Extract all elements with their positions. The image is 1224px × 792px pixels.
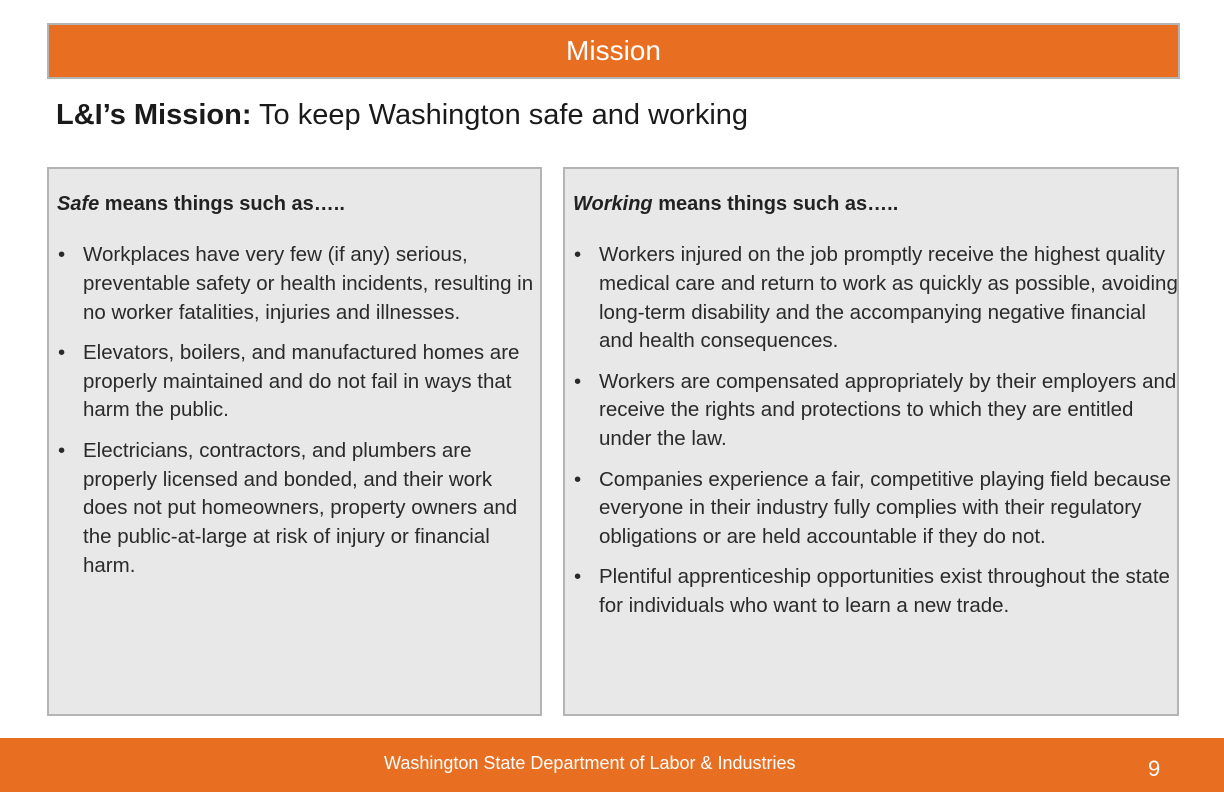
working-panel-heading xyxy=(573,193,898,216)
safe-bullet-list xyxy=(57,241,537,592)
mission-statement xyxy=(56,99,748,132)
footer-bar xyxy=(0,738,1224,792)
list-item-text: Companies experience a fair, competitive playing field because everyone in their industry fully complies with their regulatory obligations or are held accountable if they do not. xyxy=(599,467,1172,549)
list-item-text: Elevators, boilers, and manufactured homes are properly maintained and do not fail in ways that harm the public. xyxy=(83,340,520,422)
list-item-text: Workers injured on the job promptly receive the highest quality medical care and return to work as quickly as possible, avoiding long-term disability and the accompanying negative financial and health consequences. xyxy=(599,243,1178,353)
list-item xyxy=(573,368,1181,454)
slide-title: Mission xyxy=(566,35,661,66)
working-heading-text: means things such as….. xyxy=(652,193,899,215)
list-item xyxy=(573,563,1181,621)
safe-heading-keyword: Safe xyxy=(57,193,100,215)
list-item-text: Electricians, contractors, and plumbers are properly licensed and bonded, and their work does not put homeowners, property owners and the public-at-large at risk of injury or financial harm. xyxy=(83,438,518,577)
safe-heading-text: means things such as….. xyxy=(99,193,345,215)
safe-panel xyxy=(47,167,542,716)
list-item xyxy=(573,466,1181,552)
safe-panel-heading xyxy=(57,193,345,216)
bullet-icon: • xyxy=(58,438,66,462)
bullet-icon: • xyxy=(574,243,582,266)
page-number: 9 xyxy=(1148,756,1161,781)
list-item xyxy=(57,339,537,425)
working-heading-keyword: Working xyxy=(573,193,653,215)
list-item xyxy=(57,241,537,327)
list-item xyxy=(57,437,537,581)
list-item-text: Plentiful apprenticeship opportunities exist throughout the state for individuals who want to learn a new trade. xyxy=(599,565,1170,618)
bullet-icon: • xyxy=(574,565,582,589)
bullet-icon: • xyxy=(574,369,582,393)
bullet-icon: • xyxy=(58,340,66,364)
list-item xyxy=(573,241,1181,356)
mission-text: To keep Washington safe and working xyxy=(251,99,749,131)
list-item-text: Workers are compensated appropriately by their employers and receive the rights and protections to which they are entitled under the law. xyxy=(599,369,1177,451)
working-panel xyxy=(563,167,1179,716)
footer-organization: Washington State Department of Labor & Industries xyxy=(384,753,796,773)
mission-label: L&I’s Mission: xyxy=(56,99,252,131)
bullet-icon: • xyxy=(58,243,66,266)
working-bullet-list xyxy=(573,241,1181,633)
title-bar xyxy=(47,23,1180,79)
list-item-text: Workplaces have very few (if any) serious, preventable safety or health incidents, resulting in no worker fatalities, injuries and illnesses. xyxy=(83,243,534,324)
bullet-icon: • xyxy=(574,467,582,491)
